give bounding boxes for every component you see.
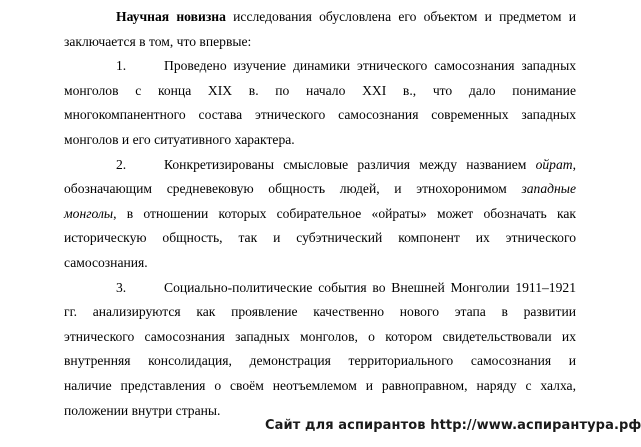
item-2-text-1a: Конкретизированы смысловые различия между названием [164,156,536,172]
item-3-line-2: гг. анализируются как проявление качественно нового этапа в развитии [64,304,576,320]
item-1-line-2: монголов с конца XIX в. по начало XXI в., что дало понимание [64,82,576,98]
item-2-text-3b: , в отношении которых собирательное «ойраты» может обозначать как [113,205,576,221]
site-watermark: Сайт для аспирантов http://www.аспирантура.рф [265,418,641,433]
item-2-text-1b: , [572,156,576,172]
item-2-number: 2. [116,156,127,172]
item-2-line-2 [64,177,576,202]
item-2-line-3 [64,202,576,227]
item-2-line-5: самосознания. [64,254,148,270]
term-mongols: монголы [64,205,114,221]
item-3-line-3: этнического самосознания западных монголов, о котором свидетельствовали их [64,328,576,344]
intro-text-1: исследования обусловлена его объектом и предметом и [225,9,576,24]
item-2-text-2a: обозначающим средневековую общность людей, и этнохоронимом [64,181,522,197]
item-1-line-4: монголов и его ситуативного характера. [64,131,295,147]
item-1-line-1 [64,54,576,79]
item-3-line-5: наличие представления о своём неотъемлемом и равноправном, наряду с халха, [64,377,576,393]
item-2-line-1 [64,153,576,178]
item-3-text-1: Социально-политические события во Внешней Монголии 1911–1921 [164,279,576,295]
term-oirat: ойрат [535,156,573,172]
intro-line-1 [64,5,576,30]
scientific-novelty-heading: Научная новизна [116,9,226,24]
item-3-number: 3. [116,279,127,295]
document-body [64,5,576,423]
item-1-number: 1. [116,58,127,74]
item-1-text-1: Проведено изучение динамики этнического самосознания западных [164,58,576,74]
item-3-line-4: внутренняя консолидация, демонстрация территориального самосознания и [64,353,576,369]
item-3-line-1 [64,276,576,301]
item-1-line-3: многокомпанентного состава этнического самосознания современных западных [64,107,576,123]
term-western-1: западные [521,181,576,197]
item-2-line-4: историческую общность, так и субэтнический компонент их этнического [64,230,576,246]
item-3-line-6: положении внутри страны. [64,402,221,418]
intro-line-2: заключается в том, что впервые: [64,33,252,49]
